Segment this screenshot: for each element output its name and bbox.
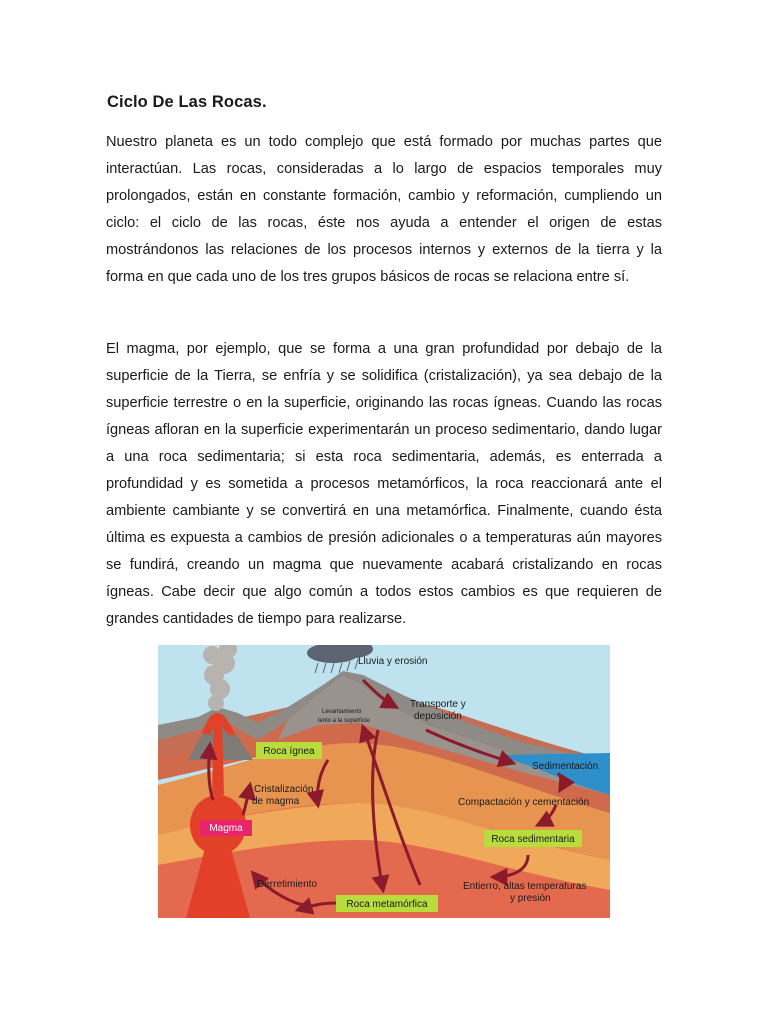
label-compactacion: Compactación y cementación	[458, 797, 590, 808]
label-magma: Magma	[209, 823, 243, 834]
label-transporte-2: deposición	[414, 711, 462, 722]
label-levantamiento-2: lento a la superficie	[318, 718, 370, 724]
label-entierro-1: Entierro, altas temperaturas	[463, 881, 587, 892]
label-lluvia: Lluvia y erosión	[358, 656, 428, 667]
paragraph-intro: Nuestro planeta es un todo complejo que está formado por muchas partes que interactúan. Las rocas, consideradas a lo largo de espacios temporales muy prolongados, están en constante formación, cambio y reformación, cumpliendo un ciclo: el ciclo de las rocas, éste nos ayuda a entender el origen de estas mostrándonos las relaciones de los procesos internos y externos de la tierra y la forma en que cada uno de los tres grupos básicos de rocas se relaciona entre sí.	[106, 134, 662, 285]
label-cristalizacion-1: Cristalización	[254, 784, 314, 795]
label-derretimiento: Derretimiento	[257, 879, 318, 890]
rock-cycle-diagram	[158, 645, 610, 918]
label-roca-ignea: Roca ígnea	[263, 746, 315, 757]
label-sedimentacion: Sedimentación	[532, 761, 599, 772]
document-title: Ciclo De Las Rocas.	[107, 93, 267, 111]
label-levantamiento-1: Levantamiento	[322, 709, 362, 715]
label-transporte-1: Transporte y	[410, 699, 466, 710]
magma-conduit	[212, 717, 224, 795]
label-entierro-2: y presión	[510, 893, 551, 904]
label-roca-metamorfica: Roca metamórfica	[346, 899, 428, 910]
label-roca-sedimentaria: Roca sedimentaria	[491, 834, 575, 845]
label-cristalizacion-2: de magma	[252, 796, 300, 807]
paragraph-magma: El magma, por ejemplo, que se forma a una gran profundidad por debajo de la superficie de la Tierra, se enfría y se solidifica (cristalización), ya sea debajo de la superficie terrestre o en la superficie, originando las rocas ígneas. Cuando las rocas ígneas afloran en la superficie experimentarán un proceso sedimentario, dando lugar a una roca sedimentaria; si esta roca sedimentaria, además, es enterrada a profundidad y es sometida a procesos metamórficos, la roca reaccionará ante el ambiente cambiante y se convertirá en una metamórfica. Finalmente, cuando ésta última es expuesta a cambios de presión adicionales o a temperaturas aún mayores se fundirá, creando un magma que nuevamente acabará cristalizando en rocas ígneas. Cabe decir que algo común a todos estos cambios es que requieren de grandes cantidades de tiempo para realizarse.	[106, 341, 662, 627]
